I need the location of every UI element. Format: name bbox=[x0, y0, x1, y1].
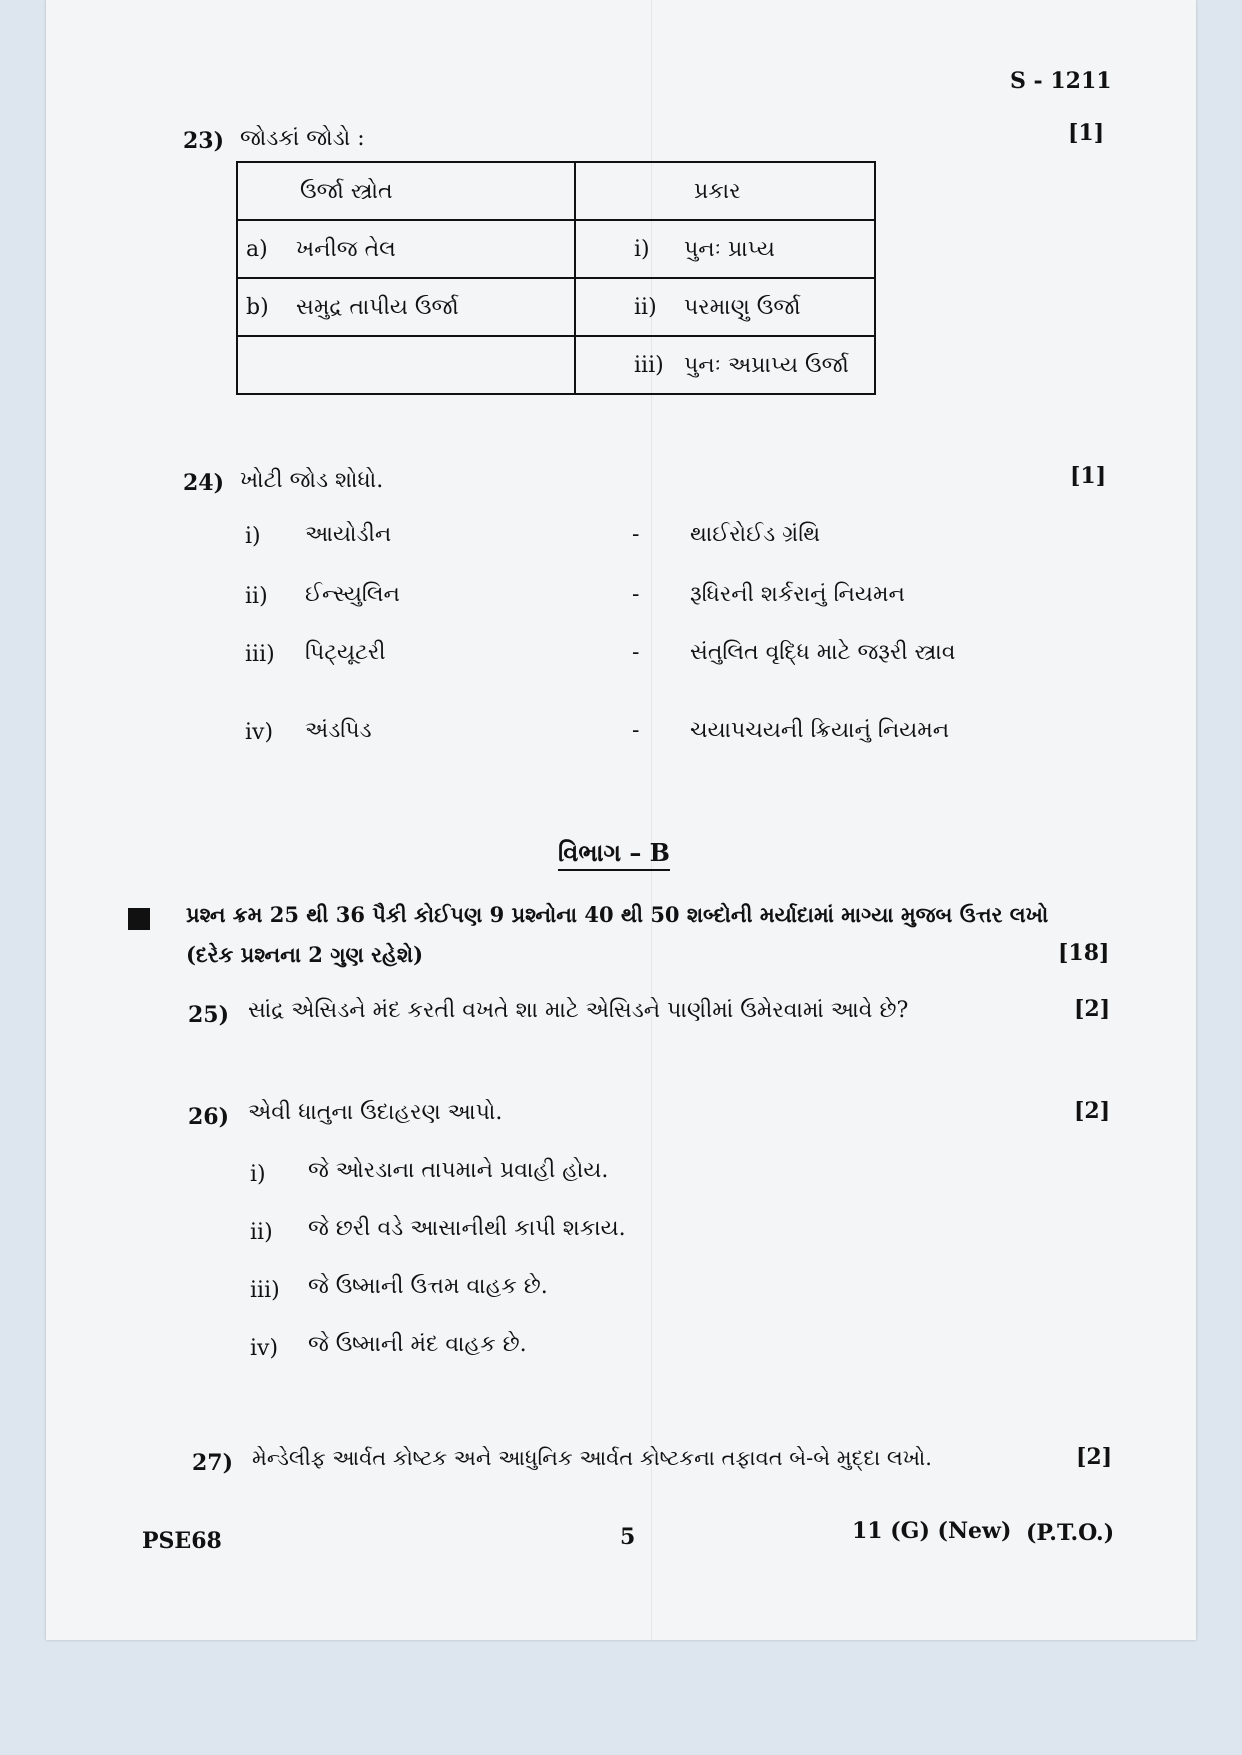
section-title: વિભાગ – B bbox=[558, 838, 670, 871]
row-label: ii) bbox=[634, 294, 657, 320]
section-instruction-line1: પ્રશ્ન ક્રમ 25 થી 36 પૈકી કોઈપણ 9 પ્રશ્નોના 40 થી 50 શબ્દોની મર્યાદામાં માગ્યા મુજબ ઉત્તર લખો bbox=[186, 902, 1049, 927]
row-right-text: પુનઃ પ્રાપ્ય bbox=[684, 236, 775, 262]
q26-item-label: iii) bbox=[250, 1278, 280, 1303]
row-label: i) bbox=[634, 236, 650, 262]
table-row bbox=[237, 278, 875, 336]
q24-number: 24) bbox=[183, 470, 225, 496]
q24-item-label: ii) bbox=[245, 584, 268, 609]
section-instruction-line2: (દરેક પ્રશ્નના 2 ગુણ રહેશે) bbox=[186, 942, 424, 967]
row-label: iii) bbox=[634, 352, 664, 378]
q23-number: 23) bbox=[183, 128, 225, 154]
match-table bbox=[236, 161, 876, 395]
q24-item-right: ચયાપચયની ક્રિયાનું નિયમન bbox=[690, 718, 950, 743]
q24-item-label: iv) bbox=[245, 720, 274, 745]
q26-marks: [2] bbox=[1074, 1098, 1111, 1124]
q25-number: 25) bbox=[188, 1002, 230, 1028]
q25-text: સાંદ્ર એસિડને મંદ કરતી વખતે શા માટે એસિડને પાણીમાં ઉમેરવામાં આવે છે? bbox=[248, 998, 909, 1023]
footer-pto: (P.T.O.) bbox=[1026, 1520, 1115, 1546]
q23-text: જોડકાં જોડો : bbox=[240, 126, 365, 151]
q25-marks: [2] bbox=[1074, 996, 1111, 1022]
q24-marks: [1] bbox=[1070, 463, 1107, 489]
q24-item-dash: - bbox=[632, 640, 640, 665]
q24-item-right: થાઈરોઈડ ગ્રંથિ bbox=[690, 522, 821, 547]
q26-item-label: ii) bbox=[250, 1220, 273, 1245]
footer-series: 11 (G) (New) bbox=[852, 1518, 1012, 1544]
q24-item-dash: - bbox=[632, 718, 640, 743]
page-number: 5 bbox=[620, 1524, 636, 1550]
row-label: a) bbox=[246, 236, 268, 262]
q24-item-left: પિટ્યૂટરી bbox=[305, 640, 386, 665]
footer-code: PSE68 bbox=[142, 1528, 222, 1554]
table-header-left: ઉર્જા સ્ત્રોત bbox=[237, 162, 575, 220]
table-row bbox=[237, 220, 875, 278]
q24-item-label: i) bbox=[245, 524, 261, 549]
q26-item-label: i) bbox=[250, 1162, 266, 1187]
q26-item-text: જે છરી વડે આસાનીથી કાપી શકાય. bbox=[308, 1216, 626, 1241]
q24-text: ખોટી જોડ શોધો. bbox=[240, 468, 384, 493]
row-label: b) bbox=[246, 294, 269, 320]
q26-item-text: જે ઉષ્માની મંદ વાહક છે. bbox=[308, 1332, 527, 1357]
table-row bbox=[237, 336, 875, 394]
row-right-text: પરમાણુ ઉર્જા bbox=[684, 294, 801, 320]
section-marks: [18] bbox=[1058, 940, 1110, 966]
q26-item-label: iv) bbox=[250, 1336, 279, 1361]
table-header-right: પ્રકાર bbox=[575, 162, 875, 220]
q26-text: એવી ધાતુના ઉદાહરણ આપો. bbox=[248, 1100, 503, 1125]
q23-marks: [1] bbox=[1068, 120, 1105, 146]
q26-number: 26) bbox=[188, 1104, 230, 1130]
q24-item-right: સંતુલિત વૃદ્ધિ માટે જરૂરી સ્ત્રાવ bbox=[690, 640, 956, 665]
q24-item-left: ઈન્સ્યુલિન bbox=[305, 582, 400, 607]
q24-item-dash: - bbox=[632, 582, 640, 607]
q24-item-right: રૂધિરની શર્કરાનું નિયમન bbox=[690, 582, 905, 607]
q24-item-dash: - bbox=[632, 522, 640, 547]
q24-item-left: અંડપિડ bbox=[305, 718, 372, 743]
row-left-text: સમુદ્ર તાપીય ઉર્જા bbox=[296, 294, 459, 320]
row-left-text: ખનીજ તેલ bbox=[296, 236, 396, 262]
q26-item-text: જે ઉષ્માની ઉત્તમ વાહક છે. bbox=[308, 1274, 548, 1299]
table-header-row bbox=[237, 162, 875, 220]
q27-marks: [2] bbox=[1076, 1444, 1113, 1470]
row-right-text: પુનઃ અપ્રાપ્ય ઉર્જા bbox=[684, 352, 849, 378]
q24-item-left: આયોડીન bbox=[305, 522, 392, 547]
q27-number: 27) bbox=[192, 1450, 234, 1476]
q26-item-text: જે ઓરડાના તાપમાને પ્રવાહી હોય. bbox=[308, 1158, 609, 1183]
paper-code: S - 1211 bbox=[1010, 68, 1112, 94]
q27-text: મેન્ડેલીફ આર્વત કોષ્ટક અને આધુનિક આર્વત કોષ્ટકના તફાવત બે-બે મુદ્દા લખો. bbox=[252, 1446, 932, 1470]
q24-item-label: iii) bbox=[245, 642, 275, 667]
bullet-square-icon bbox=[128, 908, 150, 930]
